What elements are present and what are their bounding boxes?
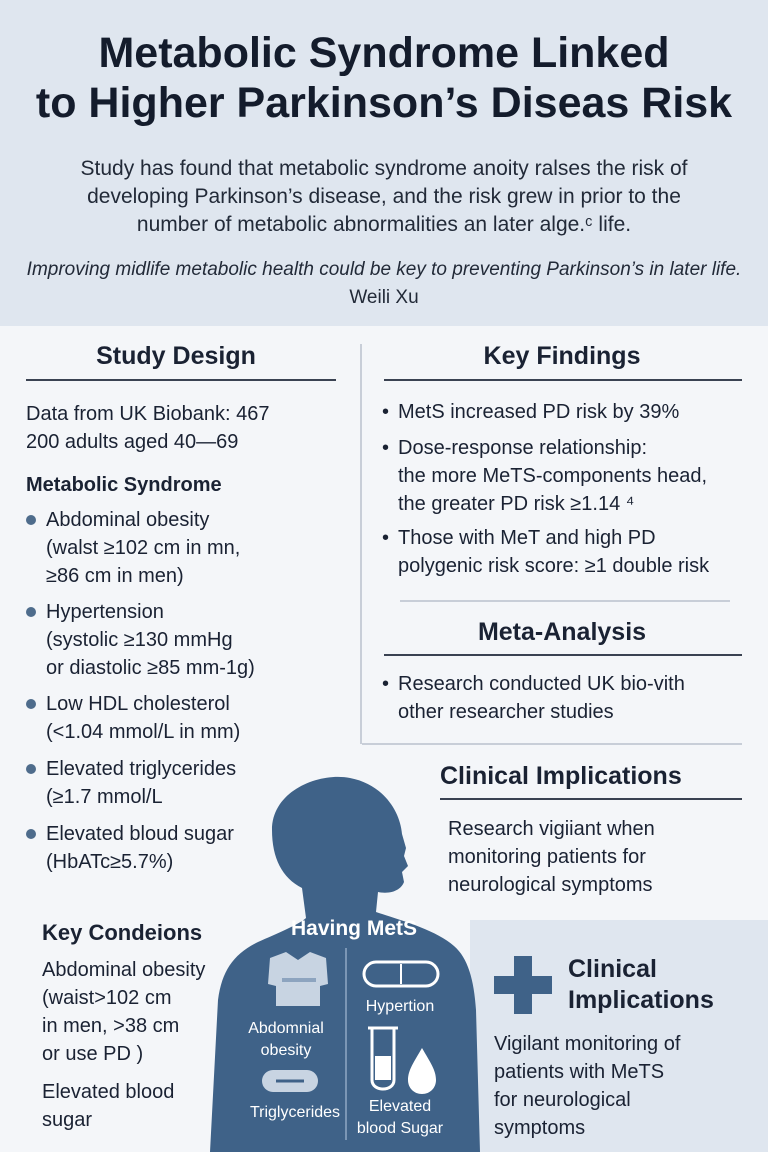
key-findings-divider bbox=[384, 379, 742, 381]
triglycerides-label: Triglycerides bbox=[249, 1104, 341, 1121]
list-item: • MetS increased PD risk by 39% bbox=[382, 398, 768, 426]
data-line-1: Data from UK Biobank: 467 bbox=[26, 403, 270, 425]
meta-analysis-divider bbox=[384, 654, 742, 656]
title-line-2: to Higher Parkinson’s Diseas Risk bbox=[35, 79, 733, 127]
list-item: Elevated bloud sugar (HbATc≥5.7%) bbox=[26, 820, 346, 876]
medical-cross-icon bbox=[494, 956, 552, 1014]
list-item: Elevated triglycerides (≥1.7 mmol/L bbox=[26, 755, 346, 811]
header-banner bbox=[0, 0, 768, 326]
clinical-implications-2-text: Vigilant monitoring of patients with MeTS for neurological symptoms bbox=[494, 1033, 681, 1139]
person-silhouette-figure bbox=[210, 770, 480, 1152]
quote-text: Improving midlife metabolic health could be key to preventing Parkinson’s in later life. bbox=[26, 259, 742, 280]
clinical-implications-2-title: Clinical Implications bbox=[568, 955, 714, 1014]
key-findings-title: Key Findings bbox=[483, 342, 641, 370]
list-item: • Those with MeT and high PD polygenic risk score: ≥1 double risk bbox=[382, 524, 768, 580]
study-design-title: Study Design bbox=[96, 342, 256, 370]
clinical-implications-text: Research vigiiant when monitoring patients for neurological symptoms bbox=[448, 818, 655, 896]
list-item: Low HDL cholesterol (<1.04 mmol/L in mm) bbox=[26, 690, 346, 746]
study-design-divider bbox=[26, 379, 336, 381]
study-design-data bbox=[26, 400, 346, 456]
belt-mark bbox=[282, 978, 316, 982]
key-conditions-text: Abdominal obesity (waist>102 cm in men, >38 cm or use PD ) bbox=[42, 959, 206, 1065]
clinical-implications-title: Clinical Implications bbox=[440, 762, 682, 790]
key-conditions-text-2: Elevated blood sugar bbox=[42, 1081, 175, 1131]
abdominal-obesity-label: Abdomnial obesity bbox=[248, 1020, 324, 1059]
list-item: • Research conducted UK bio-vith other researcher studies bbox=[382, 670, 768, 726]
hypertension-label: Hypertion bbox=[365, 998, 435, 1015]
subtitle: Study has found that metabolic syndrome anoity ralses the risk of developing Parkinson’s disease, and the risk grew in prior to the number of metabolic abnormalities an later alge.ᶜ life. bbox=[80, 157, 688, 236]
list-item: Abdominal obesity (walst ≥102 cm in mn, ≥86 cm in men) bbox=[26, 506, 346, 590]
clinical-implications-divider bbox=[440, 798, 742, 800]
meta-bottom-divider bbox=[362, 743, 742, 745]
data-line-2: 200 adults aged 40—69 bbox=[26, 431, 239, 453]
list-item: Hypertension (systolic ≥130 mmHg or diastolic ≥85 mm-1g) bbox=[26, 598, 346, 682]
meta-analysis-title: Meta-Analysis bbox=[477, 618, 647, 646]
tube-fill bbox=[375, 1056, 391, 1080]
quote bbox=[20, 256, 748, 312]
findings-meta-divider bbox=[400, 600, 730, 602]
page-title bbox=[0, 28, 768, 128]
title-line-1: Metabolic Syndrome Linked bbox=[98, 29, 670, 77]
list-item: • Dose-response relationship: the more MeTS-components head, the greater PD risk ≥1.14 ⁴ bbox=[382, 434, 768, 518]
key-conditions-title: Key Condeions bbox=[42, 920, 203, 945]
quote-author: Weili Xu bbox=[349, 287, 419, 308]
column-divider bbox=[360, 344, 362, 744]
mets-figure-title: Having MetS bbox=[290, 917, 418, 940]
blood-sugar-label: Elevated blood Sugar bbox=[356, 1098, 444, 1137]
metabolic-syndrome-subhead: Metabolic Syndrome bbox=[26, 474, 222, 496]
